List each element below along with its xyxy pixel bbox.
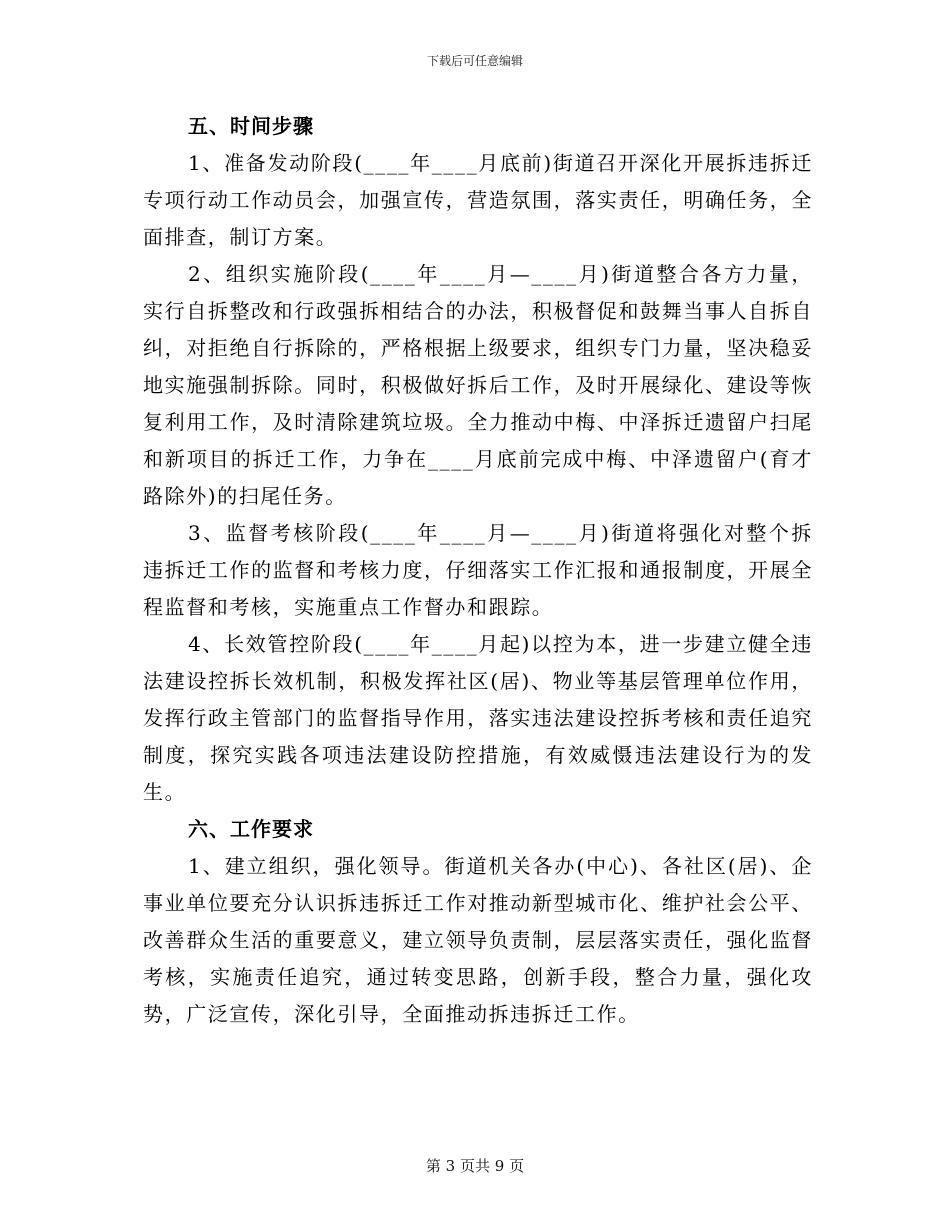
paragraph-long-term-control-stage: 4、长效管控阶段(____年____月起)以控为本，进一步建立健全违法建设控拆长效机制，积极发挥社区(居)、物业等基层管理单位作用，发挥行政主管部门的监督指导作用，落实违法建设控拆考核和责任追究制度，探究实践各项违法建设防控措施，有效威慑违法建设行为的发生。 [143, 632, 813, 804]
page-header: 下载后可任意编辑 [426, 54, 523, 68]
paragraph-organization-leadership: 1、建立组织，强化领导。街道机关各办(中心)、各社区(居)、企事业单位要充分认识拆违拆迁工作对推动新型城市化、维护社会公平、改善群众生活的重要意义，建立领导负责制，层层落实责任，强化监督考核，实施责任追究，通过转变思路，创新手段，整合力量，强化攻势，广泛宣传，深化引导，全面推动拆违拆迁工作。 [143, 854, 813, 1026]
paragraph-implementation-stage: 2、组织实施阶段(____年____月—____月)街道整合各方力量，实行自拆整改和行政强拆相结合的办法，积极督促和鼓舞当事人自拆自纠，对拒绝自行拆除的，严格根据上级要求，组织专门力量，坚决稳妥地实施强制拆除。同时，积极做好拆后工作，及时开展绿化、建设等恢复利用工作，及时清除建筑垃圾。全力推动中梅、中泽拆迁遗留户扫尾和新项目的拆迁工作，力争在____月底前完成中梅、中泽遗留户(育才路除外)的扫尾任务。 [143, 262, 813, 508]
paragraph-supervision-stage: 3、监督考核阶段(____年____月—____月)街道将强化对整个拆违拆迁工作的监督和考核力度，仔细落实工作汇报和通报制度，开展全程监督和考核，实施重点工作督办和跟踪。 [143, 521, 813, 619]
page-footer-page-number: 第 3 页共 9 页 [425, 1157, 525, 1175]
paragraph-preparation-stage: 1、准备发动阶段(____年____月底前)街道召开深化开展拆违拆迁专项行动工作动员会，加强宣传，营造氛围，落实责任，明确任务，全面排查，制订方案。 [143, 151, 813, 249]
section-heading-work-requirements: 六、工作要求 [188, 817, 314, 841]
section-heading-time-steps: 五、时间步骤 [188, 114, 314, 138]
document-body [143, 108, 813, 1033]
